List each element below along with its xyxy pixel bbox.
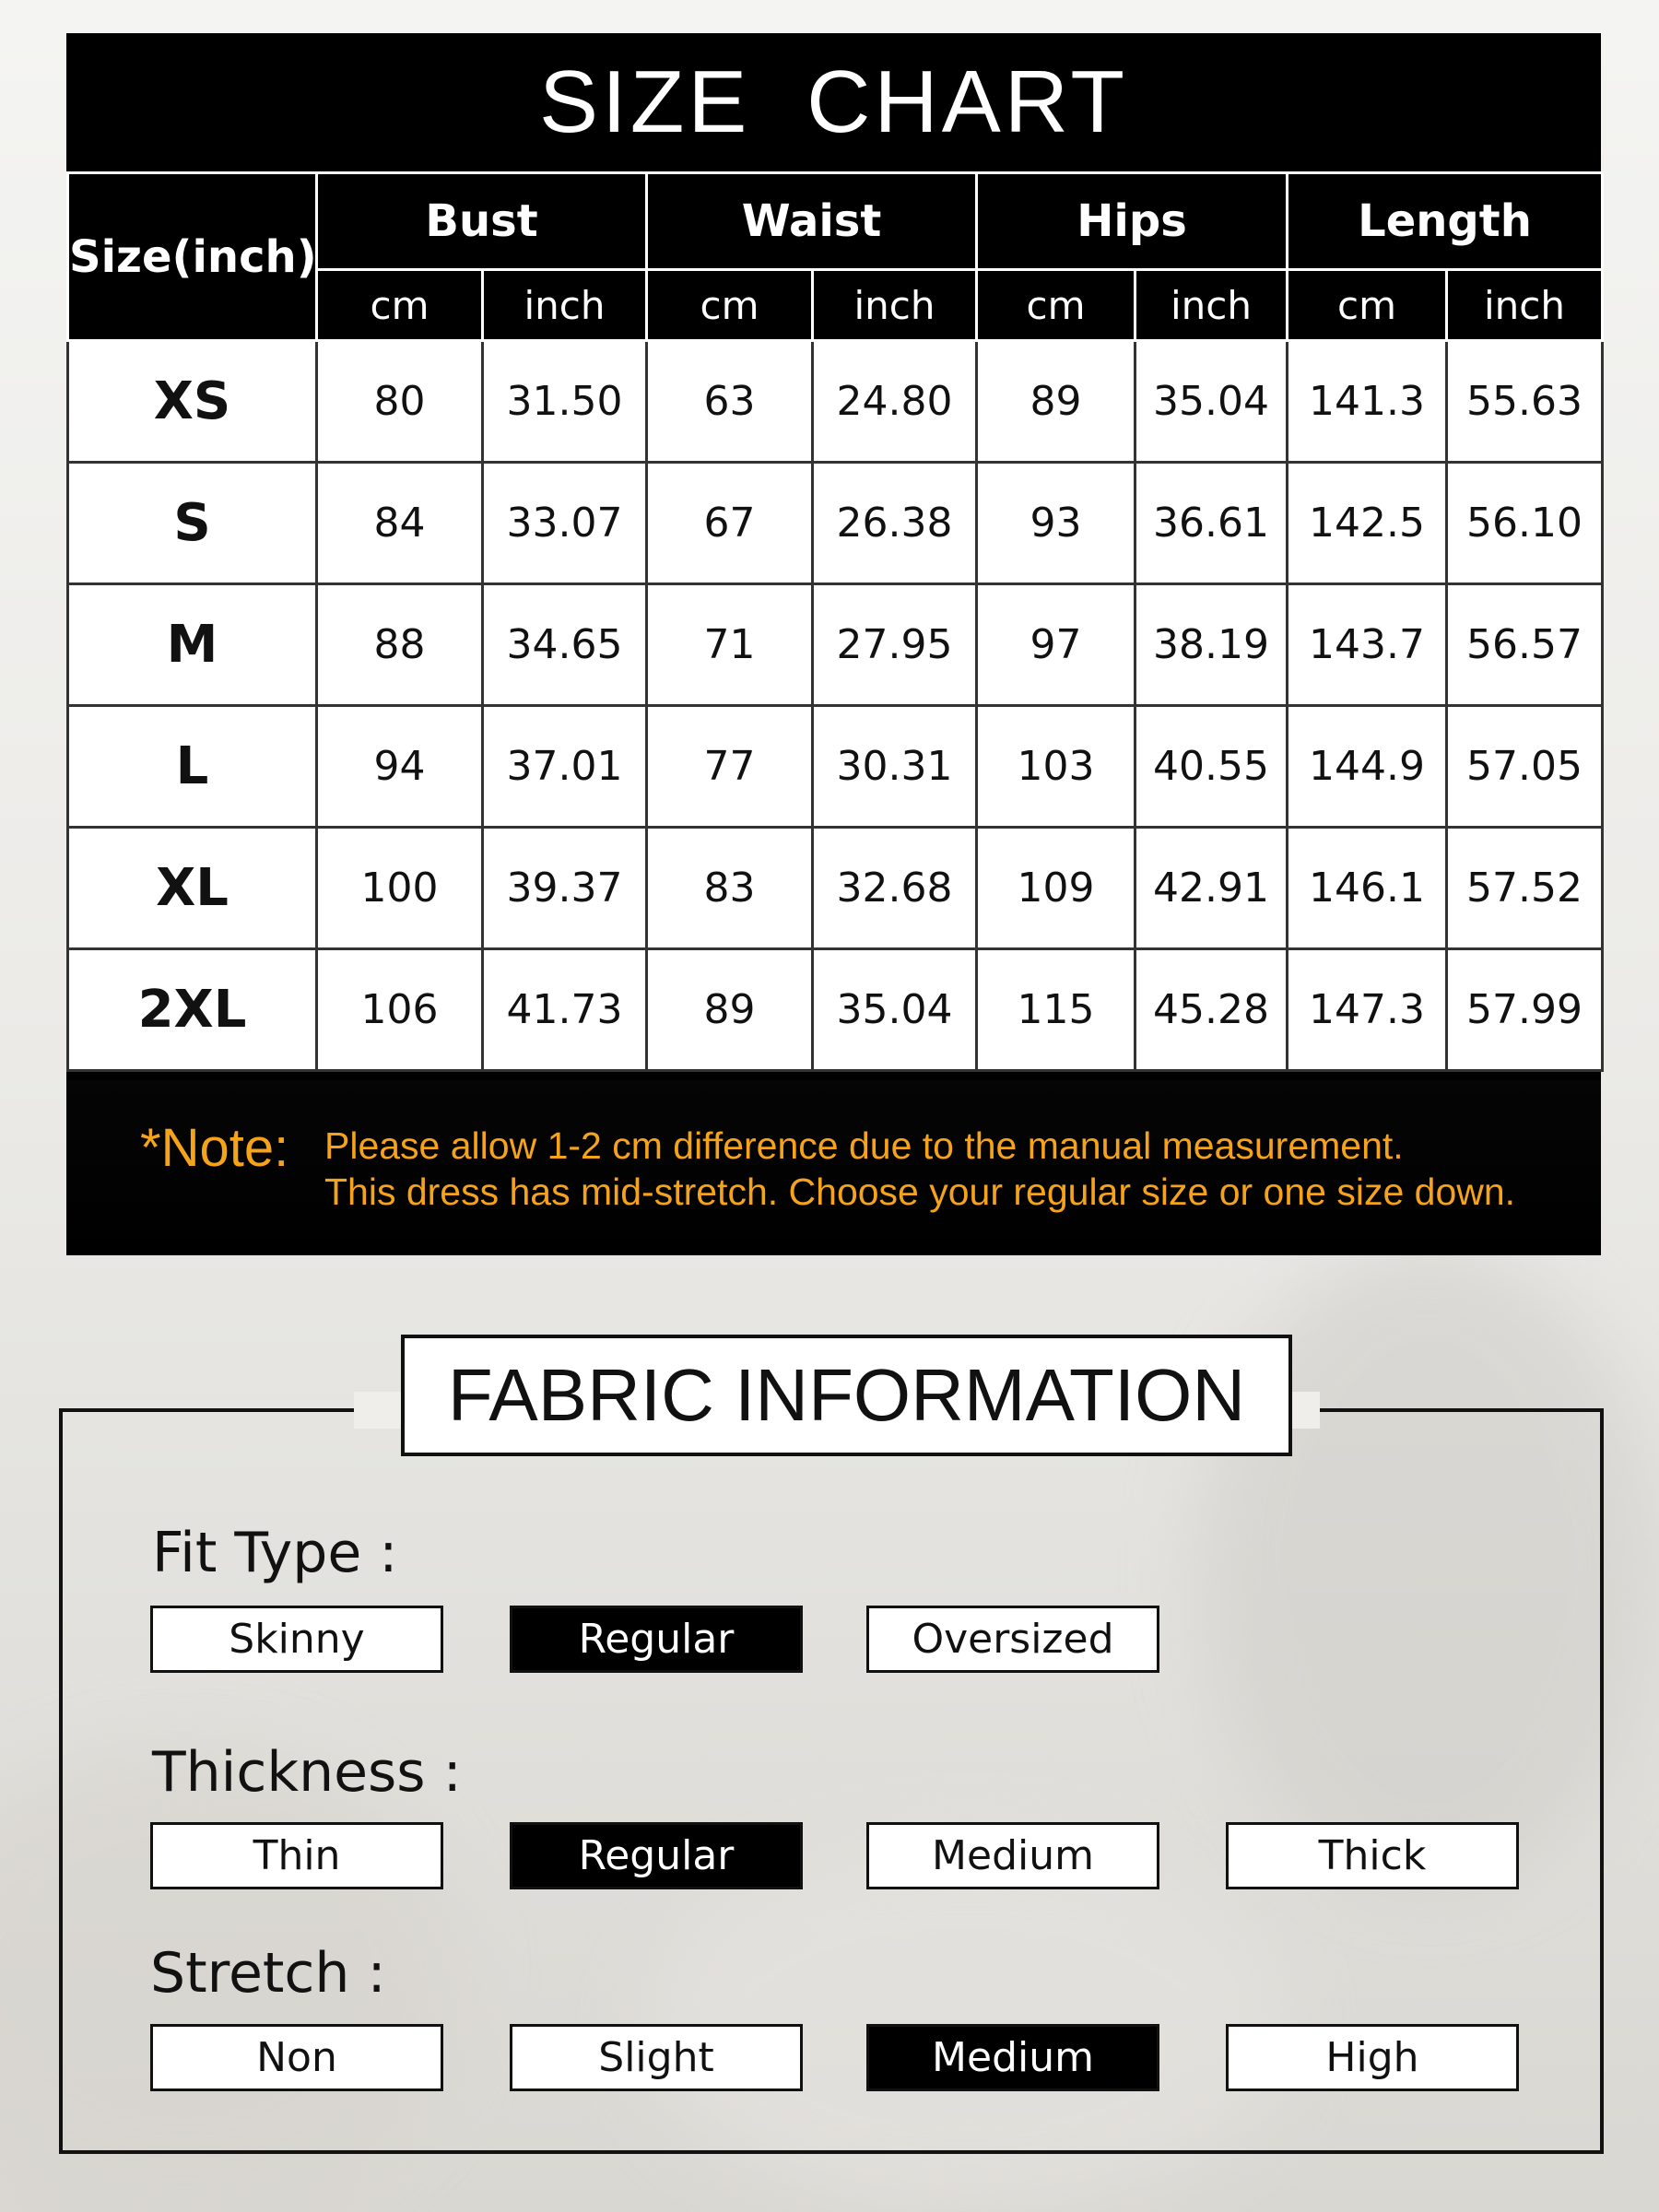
- measurement-cell: 147.3: [1288, 949, 1447, 1071]
- measurement-cell: 36.61: [1135, 463, 1288, 584]
- measurement-cell: 89: [647, 949, 813, 1071]
- measurement-cell: 32.68: [813, 828, 977, 949]
- measurement-cell: 77: [647, 706, 813, 828]
- measurement-cell: 39.37: [483, 828, 647, 949]
- measurement-cell: 40.55: [1135, 706, 1288, 828]
- measurement-cell: 83: [647, 828, 813, 949]
- measurement-cell: 42.91: [1135, 828, 1288, 949]
- unit-header: inch: [1135, 270, 1288, 341]
- table-row: [68, 706, 1603, 828]
- fit-regular-option: Regular: [510, 1606, 803, 1673]
- size-chart-title: SIZE CHART: [539, 53, 1128, 151]
- measurement-cell: 80: [317, 341, 483, 463]
- measurement-cell: 56.57: [1447, 584, 1603, 706]
- bust-header: Bust: [317, 173, 647, 270]
- size-column-header: Size(inch): [68, 173, 317, 341]
- stretch-label: Stretch :: [150, 1941, 386, 2006]
- measurement-cell: 144.9: [1288, 706, 1447, 828]
- measurement-cell: 57.05: [1447, 706, 1603, 828]
- measurement-cell: 89: [977, 341, 1135, 463]
- table-row: [68, 828, 1603, 949]
- size-cell: S: [68, 463, 317, 584]
- table-row: [68, 341, 1603, 463]
- measurement-cell: 57.52: [1447, 828, 1603, 949]
- measurement-cell: 88: [317, 584, 483, 706]
- measurement-cell: 55.63: [1447, 341, 1603, 463]
- fabric-info-title: FABRIC INFORMATION: [401, 1335, 1292, 1456]
- measurement-cell: 97: [977, 584, 1135, 706]
- stretch-high-option: High: [1226, 2024, 1519, 2091]
- table-row: [68, 949, 1603, 1071]
- measurement-cell: 94: [317, 706, 483, 828]
- note-line: Please allow 1-2 cm difference due to the manual measurement.: [324, 1124, 1404, 1167]
- measurement-cell: 93: [977, 463, 1135, 584]
- unit-header: cm: [1288, 270, 1447, 341]
- measurement-cell: 33.07: [483, 463, 647, 584]
- fit-skinny-option: Skinny: [150, 1606, 443, 1673]
- thickness-label: Thickness :: [152, 1740, 462, 1805]
- hips-header: Hips: [977, 173, 1288, 270]
- measurement-cell: 84: [317, 463, 483, 584]
- length-header: Length: [1288, 173, 1603, 270]
- measurement-cell: 35.04: [1135, 341, 1288, 463]
- unit-header: inch: [483, 270, 647, 341]
- measurement-cell: 27.95: [813, 584, 977, 706]
- measurement-cell: 141.3: [1288, 341, 1447, 463]
- unit-header: cm: [977, 270, 1135, 341]
- measurement-cell: 41.73: [483, 949, 647, 1071]
- measurement-cell: 26.38: [813, 463, 977, 584]
- stretch-non-option: Non: [150, 2024, 443, 2091]
- size-cell: M: [68, 584, 317, 706]
- measurement-cell: 57.99: [1447, 949, 1603, 1071]
- size-cell: XL: [68, 828, 317, 949]
- measurement-cell: 146.1: [1288, 828, 1447, 949]
- table-row: [68, 584, 1603, 706]
- unit-header: inch: [1447, 270, 1603, 341]
- thickness-thick-option: Thick: [1226, 1822, 1519, 1889]
- unit-header: cm: [647, 270, 813, 341]
- measurement-cell: 67: [647, 463, 813, 584]
- measurement-cell: 106: [317, 949, 483, 1071]
- size-cell: 2XL: [68, 949, 317, 1071]
- measurement-cell: 35.04: [813, 949, 977, 1071]
- measurement-cell: 30.31: [813, 706, 977, 828]
- measurement-cell: 37.01: [483, 706, 647, 828]
- measurement-cell: 115: [977, 949, 1135, 1071]
- size-cell: L: [68, 706, 317, 828]
- unit-header: cm: [317, 270, 483, 341]
- thickness-medium-option: Medium: [866, 1822, 1159, 1889]
- measurement-cell: 63: [647, 341, 813, 463]
- measurement-cell: 24.80: [813, 341, 977, 463]
- measurement-cell: 142.5: [1288, 463, 1447, 584]
- note-box: [66, 1080, 1601, 1255]
- measurement-cell: 100: [317, 828, 483, 949]
- measurement-cell: 103: [977, 706, 1135, 828]
- waist-header: Waist: [647, 173, 977, 270]
- measurement-cell: 109: [977, 828, 1135, 949]
- fit-type-label: Fit Type :: [152, 1521, 398, 1585]
- thickness-regular-option: Regular: [510, 1822, 803, 1889]
- measurement-cell: 71: [647, 584, 813, 706]
- table-row: [68, 463, 1603, 584]
- size-chart: [66, 33, 1601, 1255]
- note-line: This dress has mid-stretch. Choose your regular size or one size down.: [324, 1171, 1516, 1213]
- stretch-medium-option: Medium: [866, 2024, 1159, 2091]
- measurement-cell: 38.19: [1135, 584, 1288, 706]
- unit-header: inch: [813, 270, 977, 341]
- size-cell: XS: [68, 341, 317, 463]
- thickness-thin-option: Thin: [150, 1822, 443, 1889]
- fit-oversized-option: Oversized: [866, 1606, 1159, 1673]
- measurement-cell: 34.65: [483, 584, 647, 706]
- measurement-cell: 45.28: [1135, 949, 1288, 1071]
- stretch-slight-option: Slight: [510, 2024, 803, 2091]
- size-table: [66, 171, 1604, 1072]
- note-label: *Note:: [140, 1118, 289, 1178]
- measurement-cell: 31.50: [483, 341, 647, 463]
- measurement-cell: 143.7: [1288, 584, 1447, 706]
- measurement-cell: 56.10: [1447, 463, 1603, 584]
